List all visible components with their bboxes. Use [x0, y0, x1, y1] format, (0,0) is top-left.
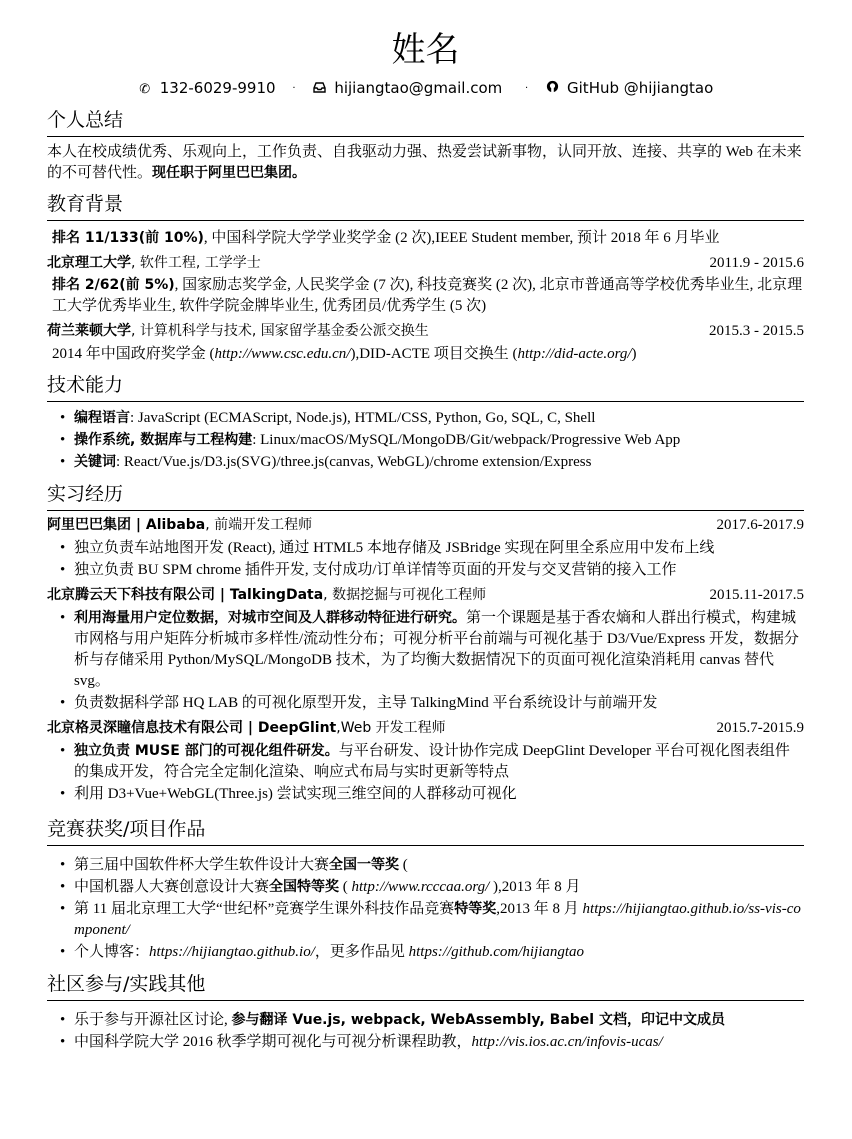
awards-list	[47, 855, 804, 963]
contact-email[interactable]	[312, 76, 502, 102]
skill-text: : React/Vue.js/D3.js(SVG)/three.js(canvas, WebGL)/chrome extension/Express	[116, 454, 592, 470]
skill-text: : JavaScript (ECMAScript, Node.js), HTML/CSS, Python, Go, SQL, C, Shell	[130, 410, 596, 426]
list-item: • 负责数据科学部 HQ LAB 的可视化原型开发，主导 TalkingMind 平台系统设计与前端开发	[74, 693, 804, 714]
school-date: 2011.9 - 2015.6	[709, 255, 804, 271]
list-item	[74, 430, 804, 451]
contact-separator: ·	[292, 83, 296, 94]
bullet-text: 第一个课题是基于香农熵和人群出行模式，构建城市网格与用户矩阵分析城市多样性/流动性分布；可视分析平台前端与可视化基于 D3/Vue/Express 开发，数据分析与存储采用 Python/MySQL/MongoDB 技术，为了均衡大数据情况下的页面可视化渲染消耗用 canvas 替代 svg。	[74, 610, 799, 689]
award-level: 特等奖	[454, 901, 497, 917]
award-text: 中国机器人大赛创意设计大赛	[74, 879, 270, 895]
job-date: 2015.11-2017.5	[709, 587, 804, 603]
github-text: GitHub @hijiangtao	[567, 79, 714, 97]
github-icon	[545, 78, 559, 102]
education-bit-note	[47, 275, 804, 317]
award-text: ),2013 年 8 月	[489, 879, 581, 895]
list-item	[74, 408, 804, 429]
csc-link[interactable]: http://www.csc.edu.cn/	[214, 346, 351, 362]
award-text: ，更多作品见	[314, 944, 409, 960]
award-level: 全国一等奖	[329, 857, 400, 873]
section-title-internship: 实习经历	[47, 474, 804, 511]
list-item: • 独立负责车站地图开发 (React), 通过 HTML5 本地存储及 JSBridge 实现在阿里全系应用中发布上线	[74, 538, 804, 559]
section-title-awards: 竞赛获奖/项目作品	[47, 809, 804, 846]
ss-vis-component-link[interactable]: https://hijiangtao.github.io/ss-vis-component/	[74, 901, 801, 938]
list-item	[74, 452, 804, 473]
blog-link[interactable]: https://hijiangtao.github.io/	[149, 944, 315, 960]
list-item	[74, 942, 804, 963]
note-text: ),DID-ACTE 项目交换生 (	[350, 346, 518, 362]
infovis-course-link[interactable]: http://vis.ios.ac.cn/infovis-ucas/	[471, 1034, 663, 1050]
bullet-bold: 利用海量用户定位数据，对城市空间及人群移动特征进行研究。	[74, 610, 466, 626]
contact-separator: ·	[525, 83, 529, 94]
note-text: )	[631, 346, 637, 362]
skills-list	[47, 408, 804, 473]
job-alibaba	[47, 513, 804, 537]
github-profile-link[interactable]: https://github.com/hijiangtao	[408, 944, 585, 960]
award-text: 个人博客：	[74, 944, 150, 960]
skill-label: 编程语言	[74, 410, 130, 426]
list-item: • 独立负责 BU SPM chrome 插件开发, 支付成功/订单详情等页面的开发与交叉营销的接入工作	[74, 560, 804, 581]
skill-label: 操作系统, 数据库与工程构建	[74, 432, 253, 448]
community-list	[47, 1010, 804, 1053]
resume-page	[47, 0, 804, 1054]
job-role: ,Web 开发工程师	[336, 720, 446, 736]
list-item	[74, 1032, 804, 1053]
section-title-education: 教育背景	[47, 184, 804, 221]
email-text: hijiangtao@gmail.com	[334, 79, 503, 97]
skill-label: 关键词	[74, 454, 116, 470]
award-text: 第三届中国软件杯大学生软件设计大赛	[74, 857, 330, 873]
job-role: , 前端开发工程师	[205, 517, 313, 533]
contact-github[interactable]	[545, 76, 713, 102]
company-name: 北京格灵深瞳信息技术有限公司 | DeepGlint	[47, 720, 337, 736]
did-acte-link[interactable]: http://did-acte.org/	[517, 346, 632, 362]
bullet-bold: 独立负责 MUSE 部门的可视化组件研发。	[74, 743, 339, 759]
job-deepglint	[47, 716, 804, 740]
education-note-text: , 中国科学院大学学业奖学金 (2 次),IEEE Student member, 预计 2018 年 6 月毕业	[203, 230, 720, 246]
summary-current-job: 现任职于阿里巴巴集团。	[152, 165, 307, 181]
school-date: 2015.3 - 2015.5	[709, 323, 804, 339]
list-item	[74, 741, 804, 783]
section-title-community: 社区参与/实践其他	[47, 964, 804, 1001]
list-item	[74, 877, 804, 898]
education-leiden-note	[47, 343, 804, 365]
job-bullets	[47, 608, 804, 714]
summary-paragraph	[47, 142, 804, 184]
candidate-name: 姓名	[391, 30, 460, 70]
job-date: 2015.7-2015.9	[716, 720, 804, 736]
rcccaa-link[interactable]: http://www.rcccaa.org/	[351, 879, 490, 895]
community-text: 中国科学院大学 2016 秋季学期可视化与可视分析课程助教，	[74, 1034, 472, 1050]
contact-bar	[47, 76, 804, 100]
award-text: ,2013 年 8 月	[496, 901, 583, 917]
note-text: 2014 年中国政府奖学金 (	[52, 346, 215, 362]
inbox-icon	[312, 78, 326, 102]
school-name: 北京理工大学	[47, 255, 131, 271]
phone-icon: ✆	[139, 82, 151, 97]
list-item	[74, 899, 804, 941]
job-talkingdata	[47, 583, 804, 607]
list-item	[74, 855, 804, 876]
contact-phone[interactable]	[138, 76, 276, 102]
job-date: 2017.6-2017.9	[716, 517, 804, 533]
education-ucas-note	[47, 227, 804, 249]
school-detail: , 计算机科学与技术, 国家留学基金委公派交换生	[131, 323, 429, 339]
job-role: , 数据挖掘与可视化工程师	[323, 587, 487, 603]
education-entry-bit	[47, 251, 804, 275]
phone-text: 132-6029-9910	[159, 79, 276, 97]
section-title-skills: 技术能力	[47, 365, 804, 402]
award-text: 第 11 届北京理工大学“世纪杯”竞赛学生课外科技作品竞赛	[74, 901, 455, 917]
education-rank: 排名 2/62(前 5%)	[52, 277, 175, 293]
skill-text: : Linux/macOS/MySQL/MongoDB/Git/webpack/Progressive Web App	[252, 432, 681, 448]
award-level: 全国特等奖	[269, 879, 340, 895]
school-detail: , 软件工程, 工学学士	[131, 255, 261, 271]
company-name: 阿里巴巴集团 | Alibaba	[47, 517, 206, 533]
school-name: 荷兰莱顿大学	[47, 323, 131, 339]
award-text: (	[399, 857, 408, 873]
job-bullets	[47, 741, 804, 805]
summary-text: 本人在校成绩优秀、乐观向上，工作负责、自我驱动力强、热爱尝试新事物，认同开放、连接、共享的 Web 在未来的不可替代性。	[47, 144, 802, 181]
community-text: 乐于参与开源社区讨论,	[74, 1012, 232, 1028]
company-name: 北京腾云天下科技有限公司 | TalkingData	[47, 587, 324, 603]
community-bold: 参与翻译 Vue.js, webpack, WebAssembly, Babel 文档，印记中文成员	[231, 1012, 725, 1028]
education-entry-leiden	[47, 319, 804, 343]
bullet-text: 与平台研发、设计协作完成 DeepGlint Developer 平台可视化图表组件的集成开发，符合完全定制化渲染、响应式布局与实时更新等特点	[74, 743, 790, 780]
education-rank: 排名 11/133(前 10%)	[52, 230, 204, 246]
education-note-text: , 国家励志奖学金, 人民奖学金 (7 次), 科技竞赛奖 (2 次), 北京市普通高等学校优秀毕业生, 北京理工大学优秀毕业生, 软件学院金牌毕业生, 优秀团员/优秀学生 (5 次)	[52, 277, 803, 314]
award-text: (	[339, 879, 352, 895]
list-item	[74, 1010, 804, 1031]
job-bullets	[47, 538, 804, 581]
section-title-summary: 个人总结	[47, 100, 804, 137]
list-item	[74, 608, 804, 692]
list-item: • 利用 D3+Vue+WebGL(Three.js) 尝试实现三维空间的人群移动可视化	[74, 784, 804, 805]
